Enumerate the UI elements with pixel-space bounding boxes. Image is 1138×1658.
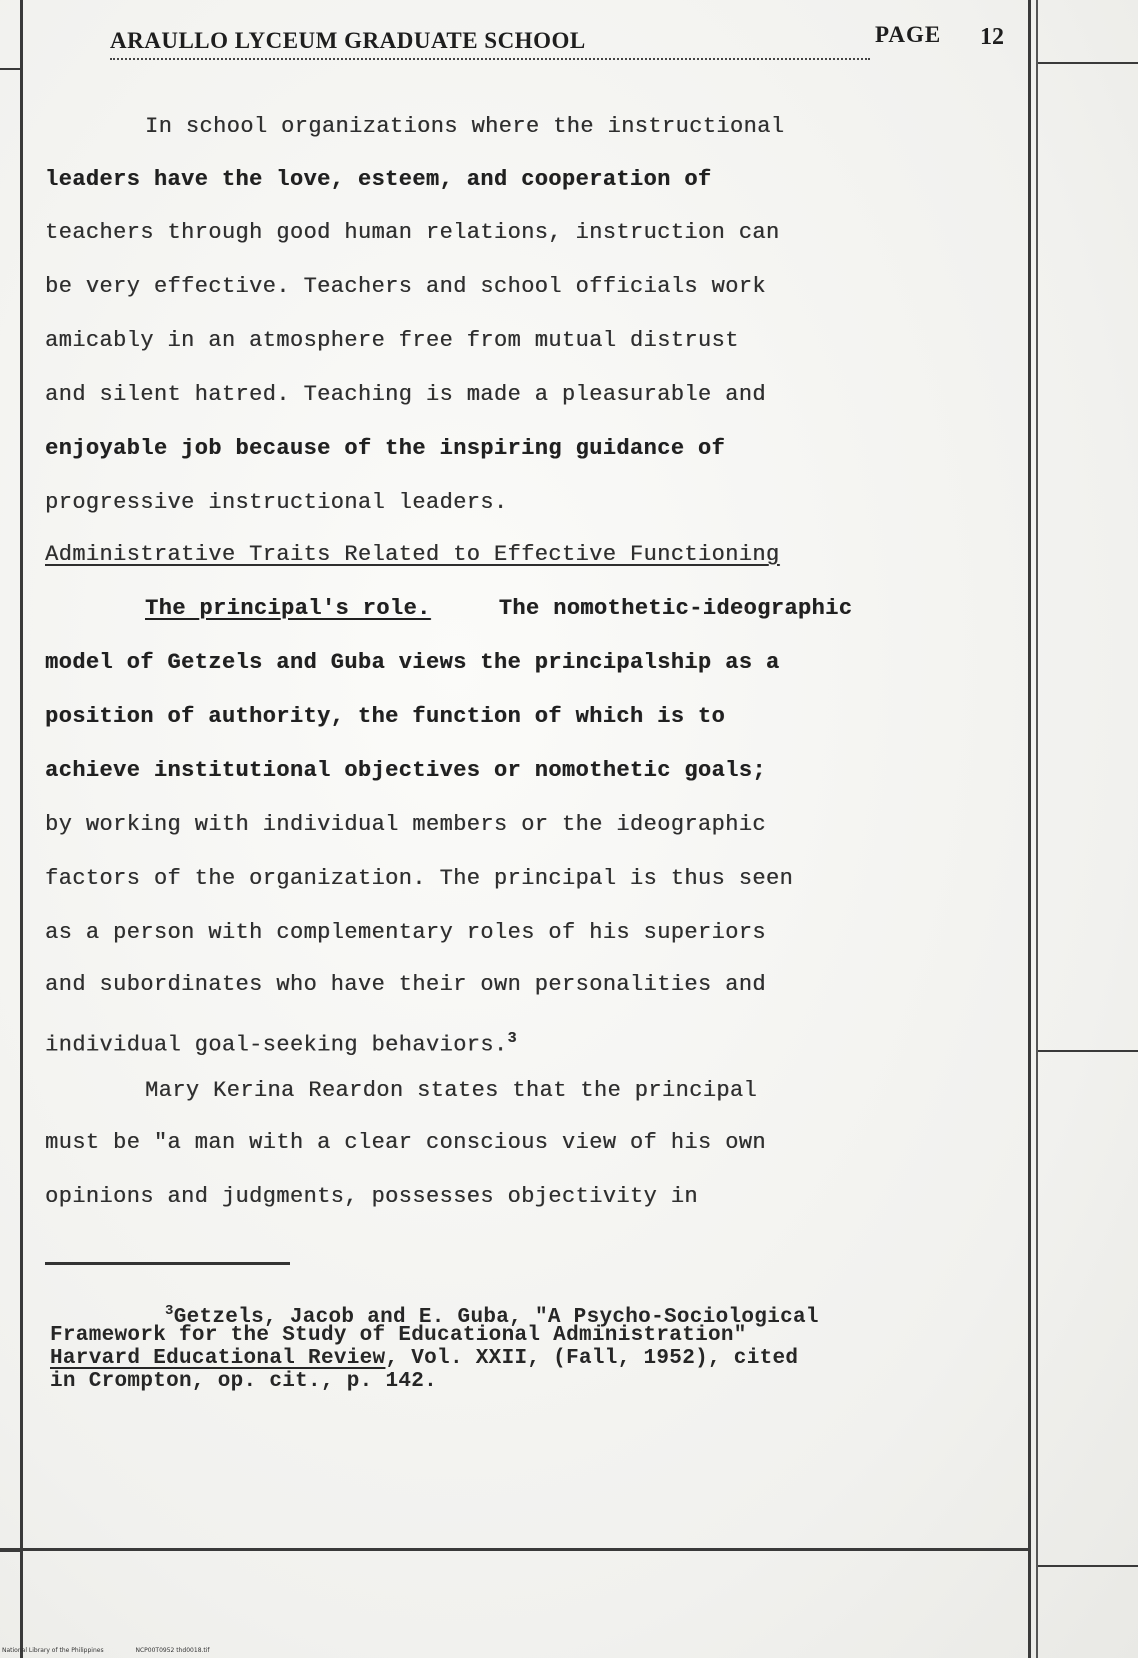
body-line: model of Getzels and Guba views the principalship as a <box>45 650 780 675</box>
frame-left-rule <box>20 0 23 1658</box>
scan-footer <box>2 1647 240 1654</box>
library-name: National Library of the Philippines <box>2 1647 104 1654</box>
page-number: 12 <box>980 24 1004 50</box>
paragraph-first-text: The nomothetic-ideographic <box>498 596 853 621</box>
frame-bottom-right-tick <box>1038 1565 1138 1567</box>
footnote-rule <box>45 1262 290 1265</box>
frame-bottom-left-tick <box>0 1550 20 1552</box>
footnote-journal: Harvard Educational Review <box>50 1347 386 1370</box>
body-line: enjoyable job because of the inspiring guidance of <box>45 436 726 461</box>
body-line-last <box>45 1024 975 1060</box>
school-name: ARAULLO LYCEUM GRADUATE SCHOOL <box>110 28 586 53</box>
body-line: and subordinates who have their own personalities and <box>45 972 766 997</box>
body-line: teachers through good human relations, instruction can <box>45 220 780 245</box>
footnote-text: Getzels, Jacob and E. Guba, "A Psycho-Sociological <box>173 1306 819 1329</box>
footnote-reference: 3 <box>507 1030 517 1047</box>
body-line: must be "a man with a clear conscious view of his own <box>45 1130 766 1155</box>
body-line: In school organizations where the instructional <box>145 114 785 139</box>
footnote-text: , Vol. XXII, (Fall, 1952), cited <box>385 1347 799 1370</box>
page-label: PAGE <box>875 22 942 47</box>
page-header <box>110 22 1020 58</box>
body-line: Mary Kerina Reardon states that the principal <box>145 1078 758 1103</box>
frame-bottom-rule <box>0 1548 1028 1551</box>
paragraph-lead: The principal's role. <box>145 596 431 621</box>
body-line: leaders have the love, esteem, and cooperation of <box>45 167 712 192</box>
body-line: be very effective. Teachers and school officials work <box>45 274 766 299</box>
paragraph-last-text: individual goal-seeking behaviors. <box>45 1032 508 1058</box>
frame-right-rule-inner <box>1036 0 1038 1658</box>
body-line: and silent hatred. Teaching is made a pleasurable and <box>45 382 766 407</box>
frame-mid-right-tick <box>1038 1050 1138 1052</box>
footnote-line <box>50 1348 1010 1370</box>
frame-right-rule <box>1028 0 1031 1658</box>
body-line: factors of the organization. The principal is thus seen <box>45 866 794 891</box>
body-line: as a person with complementary roles of his superiors <box>45 920 766 945</box>
body-line: opinions and judgments, possesses objectivity in <box>45 1184 698 1209</box>
section-heading: Administrative Traits Related to Effective Functioning <box>45 542 780 567</box>
header-dotted-line <box>110 58 870 60</box>
footnote-line: in Crompton, op. cit., p. 142. <box>50 1370 438 1393</box>
footnote-line: Framework for the Study of Educational Administration" <box>50 1324 747 1347</box>
file-id: NCP00T0952 thd0018.tif <box>135 1647 210 1654</box>
body-line: progressive instructional leaders. <box>45 490 508 515</box>
body-line: achieve institutional objectives or nomothetic goals; <box>45 758 766 783</box>
body-line: position of authority, the function of which is to <box>45 704 726 729</box>
body-line-first <box>45 594 1075 624</box>
frame-top-right-tick <box>1038 62 1138 64</box>
frame-top-left-tick <box>0 68 20 70</box>
footnote-marker: 3 <box>165 1303 174 1319</box>
body-line: by working with individual members or the ideographic <box>45 812 766 837</box>
body-line: amicably in an atmosphere free from mutual distrust <box>45 328 739 353</box>
